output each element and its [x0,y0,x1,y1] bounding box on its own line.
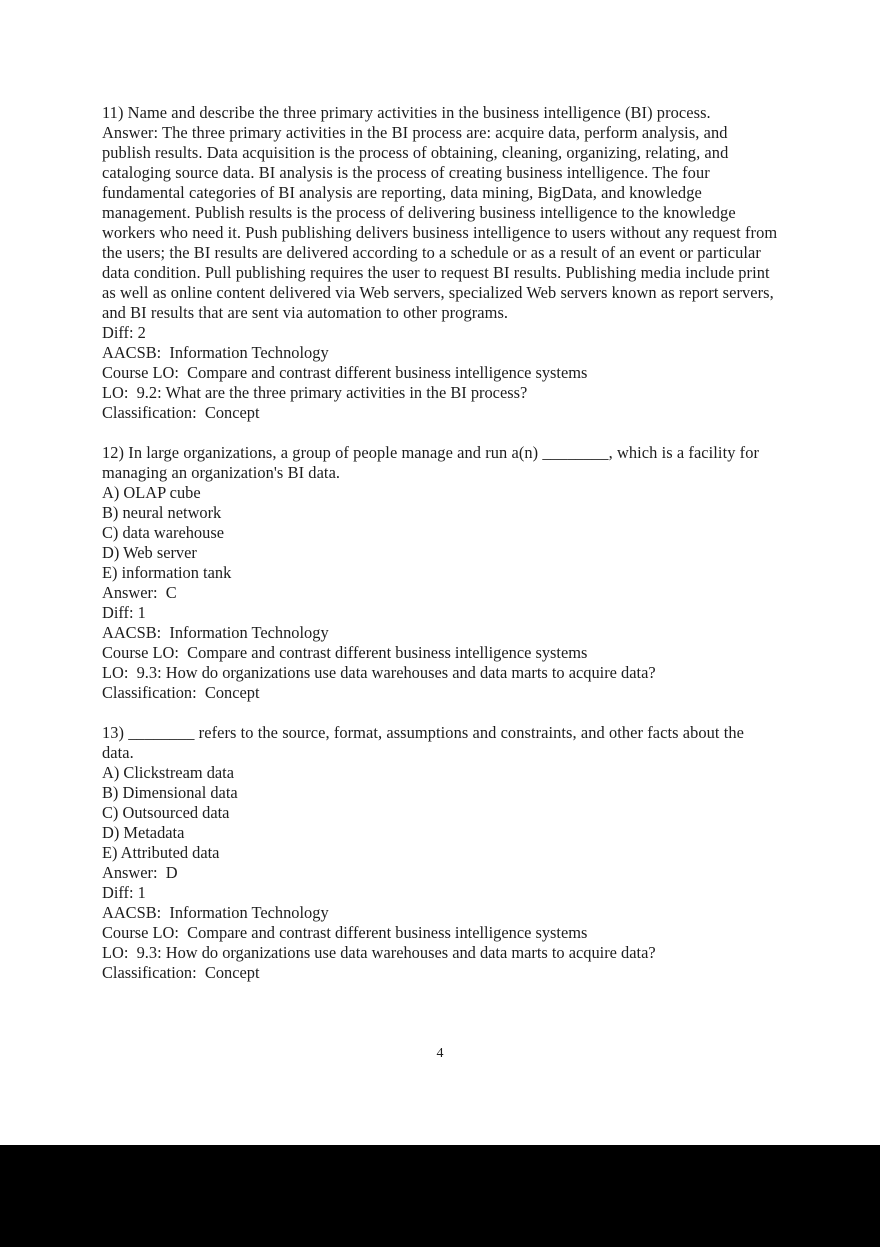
question-block [102,443,779,703]
bottom-black-bar [0,1145,880,1247]
page-content [102,103,779,983]
answer-choice-d: D) Web server [102,543,197,562]
question-diff: Diff: 1 [102,883,146,902]
answer-choice-c: C) Outsourced data [102,803,230,822]
question-lo: LO: 9.2: What are the three primary activities in the BI process? [102,383,528,402]
question-lo: LO: 9.3: How do organizations use data warehouses and data marts to acquire data? [102,663,656,682]
question-course-lo: Course LO: Compare and contrast different business intelligence systems [102,643,588,662]
question-aacsb: AACSB: Information Technology [102,623,329,642]
question-diff: Diff: 2 [102,323,146,342]
answer-choice-c: C) data warehouse [102,523,224,542]
answer-choice-d: D) Metadata [102,823,185,842]
question-answer-explanation: Answer: The three primary activities in the BI process are: acquire data, perform analysis, and publish results. Data acquisition is the process of obtaining, cleaning, organizing, relating, and cataloging source data. BI analysis is the process of creating business intelligence. The four fundamental categories of BI analysis are reporting, data mining, BigData, and knowledge management. Publish results is the process of delivering business intelligence to the knowledge workers who need it. Push publishing delivers business intelligence to users without any request from the users; the BI results are delivered according to a schedule or as a result of an event or particular data condition. Pull publishing requires the user to request BI results. Publishing media include print as well as online content delivered via Web servers, specialized Web servers known as report servers, and BI results that are sent via automation to other programs. [102,123,778,322]
question-aacsb: AACSB: Information Technology [102,903,329,922]
question-lo: LO: 9.3: How do organizations use data warehouses and data marts to acquire data? [102,943,656,962]
question-classification: Classification: Concept [102,963,260,982]
question-stem: 13) ________ refers to the source, format, assumptions and constraints, and other facts about the data. [102,723,745,762]
question-stem: 11) Name and describe the three primary activities in the business intelligence (BI) process. [102,103,711,122]
question-classification: Classification: Concept [102,403,260,422]
question-course-lo: Course LO: Compare and contrast different business intelligence systems [102,923,588,942]
question-answer: Answer: D [102,863,178,882]
question-diff: Diff: 1 [102,603,146,622]
question-answer: Answer: C [102,583,177,602]
page-number: 4 [436,1046,444,1061]
question-block [102,103,779,423]
answer-choice-e: E) information tank [102,563,232,582]
question-stem: 12) In large organizations, a group of people manage and run a(n) ________, which is a facility for managing an organization's BI data. [102,443,760,482]
answer-choice-b: B) Dimensional data [102,783,238,802]
question-aacsb: AACSB: Information Technology [102,343,329,362]
question-block [102,723,779,983]
answer-choice-b: B) neural network [102,503,222,522]
answer-choice-a: A) Clickstream data [102,763,234,782]
question-course-lo: Course LO: Compare and contrast different business intelligence systems [102,363,588,382]
answer-choice-a: A) OLAP cube [102,483,201,502]
answer-choice-e: E) Attributed data [102,843,220,862]
question-classification: Classification: Concept [102,683,260,702]
